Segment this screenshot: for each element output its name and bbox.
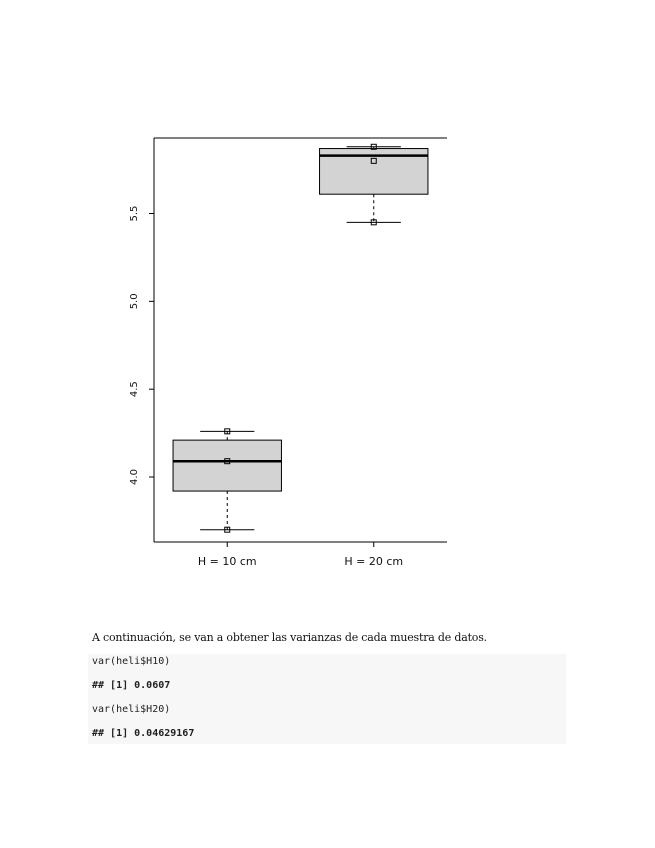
x-axis	[198, 542, 403, 568]
body-paragraph: A continuación, se van a obtener las varianzas de cada muestra de datos.	[92, 631, 487, 644]
x-category-label-1: H = 20 cm	[344, 555, 404, 568]
y-axis	[129, 206, 154, 485]
y-tick-label-0: 4.0	[129, 469, 140, 485]
code-output-var-h10: ## [1] 0.0607	[92, 680, 171, 691]
box-group-1	[320, 144, 428, 225]
boxes	[173, 144, 428, 532]
box-iqr	[173, 440, 281, 491]
y-tick-label-1: 4.5	[129, 381, 140, 398]
box-group-0	[173, 429, 281, 532]
x-category-label-0: H = 10 cm	[197, 555, 257, 568]
code-block	[88, 654, 566, 744]
y-tick-label-3: 5.5	[129, 205, 140, 222]
y-tick-label-2: 5.0	[129, 293, 140, 310]
code-line-var-h10: var(heli$H10)	[92, 656, 171, 667]
code-output-var-h20: ## [1] 0.04629167	[92, 728, 195, 739]
boxplot-chart	[100, 120, 460, 580]
code-line-var-h20: var(heli$H20)	[92, 704, 171, 715]
